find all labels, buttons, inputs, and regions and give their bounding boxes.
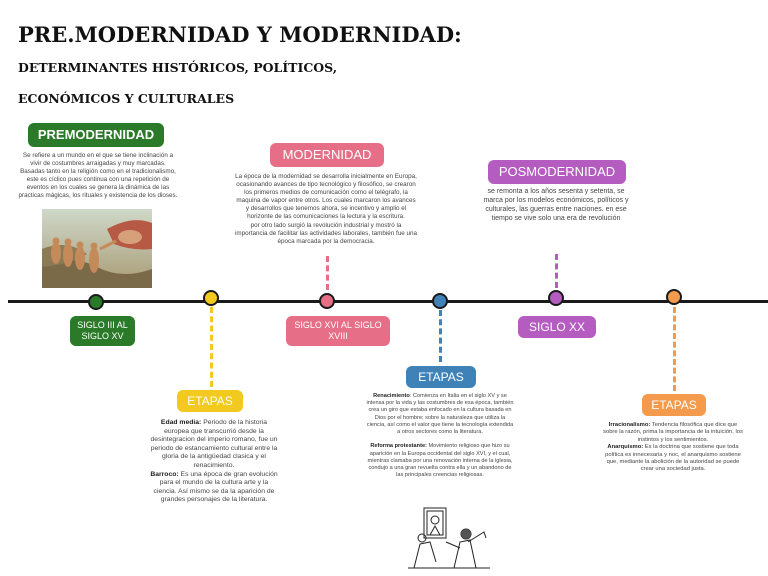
etapas-3-text-1: Tendencia filosófica que dice que sobre la razón, prima la importancia de la intuición, los instintos y los sentimientos. (603, 422, 743, 443)
timeline-axis (8, 300, 768, 303)
etapas-2-label: ETAPAS (406, 366, 476, 388)
page-subtitle: DETERMINANTES HISTÓRICOS, POLÍTICOS, ECONÓMICOS Y CULTURALES (18, 60, 338, 106)
etapas-1-text-1: Periodo de la historia europea que transcurrió desde la desintegracion del imperio romano, fue un periodo de estancamiento cultural entre la gloria de la antigüedad clasica y el renacimiento. (150, 419, 278, 469)
etapas-1-term-1: Edad media: (160, 419, 202, 426)
connector-pink (326, 256, 329, 290)
etapas-3-text (603, 422, 743, 474)
etapas-3-text-2: Es la doctrina que sostiene que toda política es innecesaria y noc, el anarquismo sostiene que, mediante la abolición de la autoridad se puede crear una sociedad justa. (605, 444, 741, 473)
timeline-dot-pink (319, 293, 335, 309)
premodernidad-text: Se refiere a un mundo en el que se tiene inclinación a vivir de costumbres arraigadas y muy marcadas. Basadas tanto en la religión como en el tradicionalismo, este es cíclico pues continua con una repetición de eventos en los cuales se genera la dinámica de las practicas mágicas, los rituales y existencia de los dioses. (18, 152, 178, 200)
etapas-1-term-2: Barroco: (150, 470, 179, 478)
page-title: PRE.MODERNIDAD Y MODERNIDAD: (18, 22, 462, 47)
connector-blue (439, 310, 442, 362)
modernidad-text-1: La época de la modernidad se desarrolla inicialmente en Europa, ocasionando avances de tipo tecnológico y filosófico, se crearon los primeros medios de comunicación como el telégrafo, la maquina de vapor entre otros. Los cuales marcaron los avances y desarrollos que tenemos ahora, se incentivo y amplio el horizonte de las comunicaciones la lectura y la escritura. (235, 173, 417, 221)
etapas-1-text-2: Es una época de gran evolución para el mundo de la cultura arte y la ciencia. Así mismo se da la aparición de grandes personajes de la literatura. (153, 470, 278, 504)
etapas-1-text (150, 419, 278, 505)
timeline-dot-orange (666, 289, 682, 305)
timeline-dot-yellow (203, 290, 219, 306)
modernidad-text-2: por otro lado surgió la revolución industrial y mostró la importancia de facilitar las actividades laborales, también fue una época marcada por la democracia. (234, 221, 417, 245)
posmodernidad-text: se remonta a los años sesenta y setenta, se marca por los modelos económicos, políticos y culturales, las guerras entre naciones. en ese tiempo se vive solo una era de revolución (483, 188, 629, 222)
modernidad-label: MODERNIDAD (270, 143, 384, 167)
etapas-2-term-1: Renacimiento (373, 393, 410, 399)
premodernidad-label: PREMODERNIDAD (28, 123, 164, 147)
etapas-2-text (366, 393, 514, 479)
posmodernidad-label: POSMODERNIDAD (488, 160, 626, 184)
etapas-2-text-1: : Comienza en Italia en el siglo XV y se intensa por la vida y las costumbres de esa época, también crea un giro que estaba enfocado en la cultura basada en Dios por el hombre; sobre la naturaleza que utiliza la ciencia, así como el valor que tiene la tecnología extendida a otros sectores como la literatura. (366, 393, 514, 436)
modernidad-text (234, 173, 418, 246)
modernidad-period: SIGLO XVI AL SIGLO XVIII (286, 316, 390, 346)
etapas-2-term-2: Reforma protestante: (370, 443, 427, 450)
etapas-3-term-1: Irracionalismo: (608, 422, 651, 428)
creation-of-adam-image (42, 209, 152, 288)
etapas-3-term-2: Anarquismo: (607, 444, 644, 451)
timeline-dot-green (88, 294, 104, 310)
timeline-dot-blue (432, 293, 448, 309)
etapas-1-label: ETAPAS (177, 390, 243, 412)
connector-orange (673, 307, 676, 391)
reforma-illustration (406, 502, 492, 572)
timeline-dot-purple (548, 290, 564, 306)
connector-purple (555, 254, 558, 288)
posmodernidad-period: SIGLO XX (518, 316, 596, 338)
connector-yellow (210, 307, 213, 387)
premodernidad-period: SIGLO III AL SIGLO XV (70, 316, 135, 346)
etapas-2-text-2: Movimiento religioso que hizo su aparición en la Europa occidental del siglo XVI, y el cual, mientras clamaba por una renovación interna de la iglesia, condujo a una gran revuelta contra ella y un abandono de las principales creencias religiosas. (367, 443, 513, 479)
etapas-3-label: ETAPAS (642, 394, 706, 416)
